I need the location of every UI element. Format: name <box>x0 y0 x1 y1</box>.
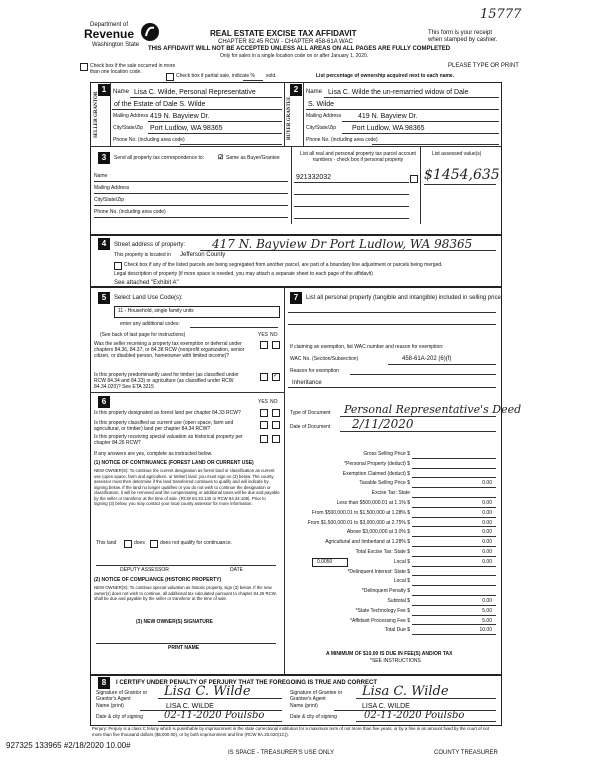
tax-row-label: Local $ <box>393 578 410 585</box>
tax-row-value[interactable]: 5.00 <box>482 617 492 624</box>
form-only-for: Only for sales in a single location code on or after January 1, 2020. <box>220 53 369 59</box>
seller-mailing[interactable]: 419 N. Bayview Dr. <box>150 113 210 120</box>
tax-row-label: Exemption Claimed (deduct) $ <box>342 470 410 477</box>
section-3-number: 3 <box>98 152 110 164</box>
tax-row <box>288 528 498 538</box>
tax-row-value[interactable]: 0.00 <box>482 480 492 487</box>
seller-phone-label: Phone No. (including area code) <box>113 137 185 143</box>
grantor-signature-label: Signature of Grantor or Grantor's Agent <box>96 690 148 702</box>
section-5-number: 5 <box>98 292 110 304</box>
print-name-label: PRINT NAME <box>168 645 200 651</box>
corr-mailing-label: Mailing Address <box>94 185 130 191</box>
section-4-number: 4 <box>98 238 110 250</box>
treasurer-stamp: 927325 133965 #2/18/2020 10.00# <box>6 741 131 750</box>
located-label: This property is located in <box>114 252 171 258</box>
grantor-date-label: Date & city of signing <box>96 714 143 720</box>
deputy-assessor-label: DEPUTY ASSESSOR <box>120 567 169 573</box>
doc-type-value[interactable]: Personal Representative's Deed <box>344 403 522 416</box>
s6-q3-no[interactable] <box>272 435 280 443</box>
legal-value[interactable]: See attached "Exhibit A" <box>114 280 179 286</box>
grantee-date-label: Date & city of signing <box>290 714 337 720</box>
tax-row-label: From $1,500,000.01 to $3,000,000 at 2.75% $ <box>307 519 410 526</box>
grantee-signature[interactable]: Lisa C. Wilde <box>362 684 449 699</box>
tax-row <box>288 607 498 617</box>
wac-value[interactable]: 458-61A-202 (6)(f) <box>402 356 452 362</box>
local-rate: 0.0050 <box>317 558 333 565</box>
section-1-number: 1 <box>98 84 110 96</box>
tax-row-value[interactable]: 0.00 <box>482 529 492 536</box>
tax-row <box>288 538 498 548</box>
tax-row-value[interactable]: 0.00 <box>482 598 492 604</box>
this-land-label: This land <box>96 540 117 546</box>
grantor-date[interactable]: 02-11-2020 Poulsbo <box>164 710 265 721</box>
tax-row-label: Less than $500,000.01 at 1.1% $ <box>336 500 410 506</box>
section-7-number: 7 <box>290 292 302 304</box>
multi-location-checkbox[interactable] <box>80 63 88 71</box>
tax-row <box>288 450 498 460</box>
legal-label: Legal description of property (if more space is needed, you may attach a separate sheet to each page of the affidavit) <box>114 271 373 277</box>
tax-row <box>288 519 498 529</box>
tax-row <box>288 577 498 587</box>
buyer-side-label: BUYER GRANTEE <box>287 96 292 140</box>
seller-name-label: Name <box>113 89 130 95</box>
tax-row <box>288 509 498 519</box>
tax-table <box>288 450 498 640</box>
tax-row-value[interactable]: 5.00 <box>482 607 492 614</box>
seller-city[interactable]: Port Ludlow, WA 98365 <box>150 125 223 132</box>
tax-row <box>288 470 498 480</box>
section-8-number: 8 <box>98 677 110 689</box>
tax-row-label: *Delinquent Penalty $ <box>361 588 410 595</box>
partial-sale-checkbox[interactable] <box>166 73 174 81</box>
tax-row-label: Local $ <box>393 558 410 565</box>
does-label: does <box>134 540 145 546</box>
tax-row <box>288 597 498 607</box>
tax-row-value[interactable]: 0.00 <box>482 558 492 565</box>
tax-row <box>288 587 498 597</box>
tax-row-label: Excise Tax: State <box>371 490 410 497</box>
located-value[interactable]: Jefferson County <box>180 252 226 258</box>
ownership-note: List percentage of ownership acquired next to each name. <box>316 73 455 79</box>
section-2-number: 2 <box>290 84 302 96</box>
s6-complete-note: If any answers are yes, complete as instructed below. <box>94 451 213 457</box>
section-6-number: 6 <box>98 396 110 408</box>
street-address[interactable]: 417 N. Bayview Dr Port Ludlow, WA 98365 <box>212 237 473 251</box>
buyer-city[interactable]: Port Ludlow, WA 98365 <box>352 125 425 132</box>
tax-row-value[interactable]: 0.00 <box>482 519 492 526</box>
street-label: Street address of property: <box>114 242 186 248</box>
s6-question-1: Is this property designated as forest land per chapter 84.33 RCW? <box>94 410 241 416</box>
s5-q1-no[interactable] <box>272 341 280 349</box>
doc-type-label: Type of Document <box>290 410 331 416</box>
land-use-code: 11 - Household, single family units <box>118 308 194 314</box>
grantee-signature-label: Signature of Grantee or Grantee's Agent <box>290 690 343 702</box>
buyer-name-line2[interactable]: S. Wilde <box>308 101 335 108</box>
s6-q2-yes[interactable] <box>260 421 268 429</box>
s6-yes-header: YES <box>258 399 269 405</box>
s6-q2-no[interactable] <box>272 421 280 429</box>
s6-question-2: Is this property classified as current use (open space, farm and agricultural, or timber) land per chapter 84.34 RCW? <box>94 420 234 432</box>
s5-yes-header: YES <box>258 332 269 338</box>
tax-row-label: *Affidavit Processing Fee $ <box>350 617 410 624</box>
tax-row-label: Above $3,000,000 at 3.0% $ <box>346 529 410 536</box>
notice1-title: (1) NOTICE OF CONTINUANCE (FOREST LAND OR CURRENT USE) <box>94 460 254 466</box>
buyer-name-label: Name <box>306 89 323 95</box>
wac-label: WAC No. (Section/Subsection) <box>290 356 359 362</box>
grantor-signature[interactable]: Lisa C. Wilde <box>164 684 251 699</box>
deputy-date-label: DATE <box>230 567 243 573</box>
s6-q1-yes[interactable] <box>260 409 268 417</box>
s5-question-1: Was the seller receiving a property tax exemption or deferral under chapters 84.36, 84.37, or 84.38 RCW (nonprofit organization, senior citizen, or disabled person, homeowner with limited income)? <box>94 341 245 359</box>
buyer-name-line1[interactable]: Lisa C. Wilde the un-remarried widow of Dale <box>328 89 469 96</box>
treasurer-space: IS SPACE - TREASURER'S USE ONLY <box>228 750 335 756</box>
tax-row <box>288 568 498 578</box>
grantor-name-label: Name (print) <box>96 703 124 709</box>
tax-row-label: Gross Selling Price $ <box>363 451 410 457</box>
revenue-wordmark: Revenue <box>84 27 135 41</box>
partial-sale-label: Check box if partial sale, indicate % <box>176 73 255 79</box>
seller-side-label: SELLER GRANTOR <box>94 91 99 138</box>
form-warning: THIS AFFIDAVIT WILL NOT BE ACCEPTED UNLESS ALL AREAS ON ALL PAGES ARE FULLY COMPLETED <box>148 46 451 52</box>
land-does-not-checkbox[interactable] <box>150 540 158 548</box>
form-chapter: CHAPTER 82.45 RCW - CHAPTER 458-61A WAC <box>218 39 353 45</box>
doc-date-label: Date of Document <box>290 424 331 430</box>
tax-row-value[interactable]: 0.00 <box>482 500 492 506</box>
buyer-mailing[interactable]: 419 N. Bayview Dr. <box>358 113 418 120</box>
doc-date-value[interactable]: 2/11/2020 <box>352 417 414 431</box>
tax-row <box>288 489 498 499</box>
tax-row <box>288 558 498 568</box>
tax-row <box>288 460 498 470</box>
local-rate-box[interactable] <box>312 558 348 567</box>
notice2-title: (2) NOTICE OF COMPLIANCE (HISTORIC PROPERTY) <box>94 577 222 583</box>
parcel-header: List all real and personal property tax parcel account numbers - check box if personal property <box>300 151 416 163</box>
grantor-name[interactable]: LISA C. WILDE <box>166 703 214 710</box>
tax-row-label: *Personal Property (deduct) $ <box>344 460 410 467</box>
tax-row <box>288 626 498 636</box>
tax-row-label: *Delinquent Interest: State $ <box>347 568 410 575</box>
tax-row-value[interactable]: 0.00 <box>482 549 492 555</box>
revenue-logo-icon <box>140 22 160 42</box>
additional-codes-label: enter any additional codes: <box>120 321 180 327</box>
corr-city-label: City/State/Zip <box>94 197 125 203</box>
segregation-checkbox[interactable] <box>114 262 122 270</box>
minimum-note: A MINIMUM OF $10.00 IS DUE IN FEE(S) AND/OR TAX <box>326 651 453 657</box>
tax-row-label: Subtotal $ <box>387 598 410 604</box>
tax-row <box>288 499 498 509</box>
s6-q3-yes[interactable] <box>260 435 268 443</box>
tax-row-label: Agricultural and timberland at 1.28% $ <box>325 539 410 546</box>
reason-value[interactable]: Inheritance <box>292 380 322 386</box>
dept-line: Department of <box>90 22 129 28</box>
seller-city-label: City/State/Zip <box>113 125 144 131</box>
state-line: Washington State <box>92 42 140 48</box>
corr-name-label: Name <box>94 173 108 179</box>
tax-row-label: Total Excise Tax: State $ <box>355 549 410 555</box>
handwritten-number: 15777 <box>480 7 522 22</box>
county-treasurer: COUNTY TREASURER <box>434 750 498 756</box>
perjury-note: Perjury: Perjury is a class C felony which is punishable by imprisonment in the state correctional institution for a maximum term of not more than five years, or by a fine in an amount fixed by the court of not more than five thousand dollars ($5,000.00), or by both imprisonment and fine (RCW 9A.20.020(1C)). <box>92 726 490 737</box>
s5-q2-yes[interactable] <box>260 373 268 381</box>
does-not-label: does not qualify for continuance. <box>160 540 232 546</box>
receipt-note: This form is your receipt when stamped by cashier. <box>428 30 498 43</box>
buyer-mailing-label: Mailing Address <box>306 113 342 119</box>
tax-affidavit-page: 15777 Department of Revenue Washington State REAL ESTATE EXCISE TAX AFFIDAVIT CHAPTER 82.45 RCW - CHAPTER 458-61A WAC THIS AFFIDAVIT WILL NOT BE ACCEPTED UNLESS ALL AREAS ON ALL PAGES ARE FULLY COMPLETED Only for sales in a single location code on or after January 1, 2020. This form is your receipt when stamped by cashier. PLEASE TYPE OR PRINT Check box if the sale occurred in more than one location code. Check box if partial sale, indicate % sold. List percentage of ownership acquired next to each name. 1 SELLER GRANTOR Name Lisa C. Wilde, Personal Representative of the Estate of Dale S. Wilde Mailing Address 419 N. Bayview Dr. City/State/Zip Port Ludlow, WA 98365 Phone No. (including area code) 2 BUYER GRANTEE Name Lisa C. Wilde the un-remarried widow of Dale S. Wilde Mailing Address 419 N. Bayview Dr. City/State/Zip Port Ludlow, WA 98365 Phone No. (including area code) 3 Send all property tax correspondence to: ☑ Same as Buyer/Grantee List all real and personal property tax parcel account numbers - check box if personal property List assessed value(s) Name Mailing Address City/State/Zip Phone No. (including area code) 921332032 $1454,635 4 Street address of property: 417 N. Bayview Dr Port Ludlow, WA 98365 This property is located in Jefferson County Check box if any of the listed parcels are being segregated from another parcel, are part of a boundary line adjustment or parcels being merged. Legal description of property (if more space is needed, you may attach a separate sheet to each page of the affidavit) See attached "Exhibit A" 5 Select Land Use Code(s): 11 - Household, single family units enter any additional codes: (See back of last page for instructions) YES NO Was the seller receiving a property tax exemption or deferral under chapters 84.36, 84.37, or 84.38 RCW (nonprofit organization, senior citizen, or disabled person, homeowner with limited income)? Is this property predominantly used for timber (as classified under RCW 84.34 and 84.33) or agriculture (as classified under RCW 84.34.020)? See ETA 3215 ✓ 6 YES NO Is this property designated as forest land per chapter 84.33 RCW? Is this property classified as current use (open space, farm and agricultural, or timber) land per chapter 84.34 RCW? Is this property receiving special valuation as historical property per chapter 84.26 RCW? If any answers are yes, complete as instructed below. (1) NOTICE OF CONTINUANCE (FOREST LAND OR CURRENT USE) NEW OWNER(S): To continue the current designation as forest land or classification as current use (open space, farm and agriculture, or timber) land, you must sign on (3) below. The county assessor must then determine if the land transferred continues to qualify and will indicate by signing below. If the land no longer qualifies or you do not wish to continue the designation or classification, it will be removed and the compensating or additional taxes will be due and payable by the seller or transferor at the time of sale. (RCW 84.33.140 or RCW 84.34.108). Prior to signing (3) below, you may contact your local county assessor for more information. This land does does not qualify for continuance. DEPUTY ASSESSOR DATE (2) NOTICE OF COMPLIANCE (HISTORIC PROPERTY) NEW OWNER(S): To continue special valuation as historic property, sign (3) below. If the new owner(s) does not wish to continue, all additional tax calculated pursuant to chapter 84.26 RCW, shall be due and payable by the seller or transferor at the time of sale. (3) NEW OWNER(S) SIGNATURE PRINT NAME 7 List all personal property (tangible and intangible) included in selling price. If claiming an exemption, list WAC number and reason for exemption: WAC No. (Section/Subsection) 458-61A-202 (6)(f) Reason for exemption Inheritance Type of Document Personal Representative's Deed Date of Document 2/11/2020 Gross Selling Price $ *Personal Property (deduct) $ Exemption Claimed (deduct) $ Taxable Selling Price $ 0.00 Excise Tax: State Less than $500,000.01 at 1.1% $ 0.00 From $500,000.01 to $1,500,000 at 1.28% $ 0.00 From $1,500,000.01 to $3,000,000 at 2.75% $ 0.00 Above $3,000,000 at 3.0% $ 0.00 Agricultural and timberland at 1.28% $ 0.00 Total Excise Tax: State $ 0.00 Local $ 0.00 0.0050 *Delinquent Interest: State $ Local $ *Delinquent Penalty $ Subtotal $ 0.00 *State Technology Fee $ 5.00 *Affidavit Processing Fee $ 5.00 Total Due $ 10.00 A MINIMUM OF $10.00 IS DUE IN FEE(S) AND/OR TAX *SEE INSTRUCTIONS 8 I CERTIFY UNDER PENALTY OF PERJURY THAT THE FOREGOING IS TRUE AND CORRECT Signature of Grantor or Grantor's Agent Lisa C. Wilde Name (print) LISA C. WILDE Date & city of signing 02-11-2020 Poulsbo Signature of Grantee or Grantee's Agent Lisa C. Wilde Name (print) LISA C. WILDE Date & city of signing 02-11-2020 Poulsbo Perjury: Perjury is a class C felony which is punishable by imprisonment in the state correctional institution for a maximum term of not more than five years, or by a fine in an amount fixed by the court of not more than five thousand dollars ($5,000.00), or by both imprisonment and fine (RCW 9A.20.020(1C)). 927325 133965 #2/18/2020 10.00# IS SPACE - TREASURER'S USE ONLY COUNTY TREASURER <box>6 7 522 756</box>
personal-property-checkbox[interactable] <box>410 175 418 183</box>
tax-row-label: From $500,000.01 to $1,500,000 at 1.28% $ <box>311 509 410 516</box>
tax-row-label: Total Due $ <box>384 627 410 634</box>
tax-row-label: *State Technology Fee $ <box>355 607 410 614</box>
segregation-label: Check box if any of the listed parcels are being segregated from another parcel, are part of a boundary line adjustment or parcels being merged. <box>124 262 443 268</box>
tax-row <box>288 479 498 489</box>
tax-row-label: Taxable Selling Price $ <box>359 480 410 487</box>
seller-mailing-label: Mailing Address <box>113 113 149 119</box>
grantee-name[interactable]: LISA C. WILDE <box>362 703 410 710</box>
assessed-value[interactable]: $1454,635 <box>424 167 500 183</box>
new-owner-signature-label: (3) NEW OWNER(S) SIGNATURE <box>136 619 213 625</box>
land-does-checkbox[interactable] <box>124 540 132 548</box>
tax-row <box>288 548 498 558</box>
tax-row-value[interactable]: 10.00 <box>479 627 492 634</box>
tax-row-value[interactable]: 0.00 <box>482 509 492 516</box>
s5-question-2: Is this property predominantly used for timber (as classified under RCW 84.34 and 84.33) or agriculture (as classified under RCW 84.34.020)? See ETA 3215 <box>94 372 239 390</box>
assessed-header: List assessed value(s) <box>432 151 482 157</box>
parcel-number[interactable]: 921332032 <box>296 174 332 181</box>
land-use-label: Select Land Use Code(s): <box>114 295 183 301</box>
reason-label: Reason for exemption <box>290 368 339 374</box>
buyer-city-label: City/State/Zip <box>306 125 337 131</box>
see-back-note: (See back of last page for instructions) <box>100 332 186 338</box>
see-instructions: *SEE INSTRUCTIONS <box>370 658 421 664</box>
buyer-phone-label: Phone No. (including area code) <box>306 137 378 143</box>
seller-name-line2[interactable]: of the Estate of Dale S. Wilde <box>114 101 206 108</box>
notice2-body: NEW OWNER(S): To continue special valuation as historic property, sign (3) below. If the new owner(s) does not wish to continue, all additional tax calculated pursuant to chapter 84.26 RCW, shall be due and payable by the seller or transferor at the time of sale. <box>94 585 277 601</box>
exemption-text: If claiming an exemption, list WAC number and reason for exemption: <box>290 344 444 350</box>
notice1-body: NEW OWNER(S): To continue the current designation as forest land or classification as current use (open space, farm and agriculture, or timber) land, you must sign on (3) below. The county assessor must then determine if the land transferred continues to qualify and will indicate by signing below. If the land no longer qualifies or you do not wish to continue the designation or classification, it will be removed and the compensating or additional taxes will be due and payable by the seller or transferor at the time of sale. (RCW 84.33.140 or RCW 84.34.108). Prior to signing (3) below, you may contact your local county assessor for more information. <box>94 468 280 506</box>
s5-q2-no[interactable]: ✓ <box>273 373 279 379</box>
correspondence-label: Send all property tax correspondence to: <box>114 155 205 161</box>
form-title: REAL ESTATE EXCISE TAX AFFIDAVIT <box>210 29 357 38</box>
sold-label: sold. <box>266 73 277 79</box>
tax-row-value[interactable]: 0.00 <box>482 539 492 546</box>
s5-no-header: NO <box>270 332 278 338</box>
s6-q1-no[interactable] <box>272 409 280 417</box>
certify-label: I CERTIFY UNDER PENALTY OF PERJURY THAT THE FOREGOING IS TRUE AND CORRECT <box>116 680 378 686</box>
print-note: PLEASE TYPE OR PRINT <box>448 63 519 69</box>
personal-property-label: List all personal property (tangible and intangible) included in selling price. <box>306 295 503 301</box>
corr-phone-label: Phone No. (including area code) <box>94 209 166 215</box>
same-as-buyer[interactable]: Same as Buyer/Grantee <box>226 155 280 161</box>
s5-q1-yes[interactable] <box>260 341 268 349</box>
s6-no-header: NO <box>270 399 278 405</box>
tax-row <box>288 617 498 627</box>
grantee-name-label: Name (print) <box>290 703 318 709</box>
seller-name-line1[interactable]: Lisa C. Wilde, Personal Representative <box>134 89 256 96</box>
s6-question-3: Is this property receiving special valuation as historical property per chapter 84.26 RCW? <box>94 434 243 446</box>
grantee-date[interactable]: 02-11-2020 Poulsbo <box>364 710 465 721</box>
multi-location-label: Check box if the sale occurred in more than one location code. <box>90 63 176 75</box>
